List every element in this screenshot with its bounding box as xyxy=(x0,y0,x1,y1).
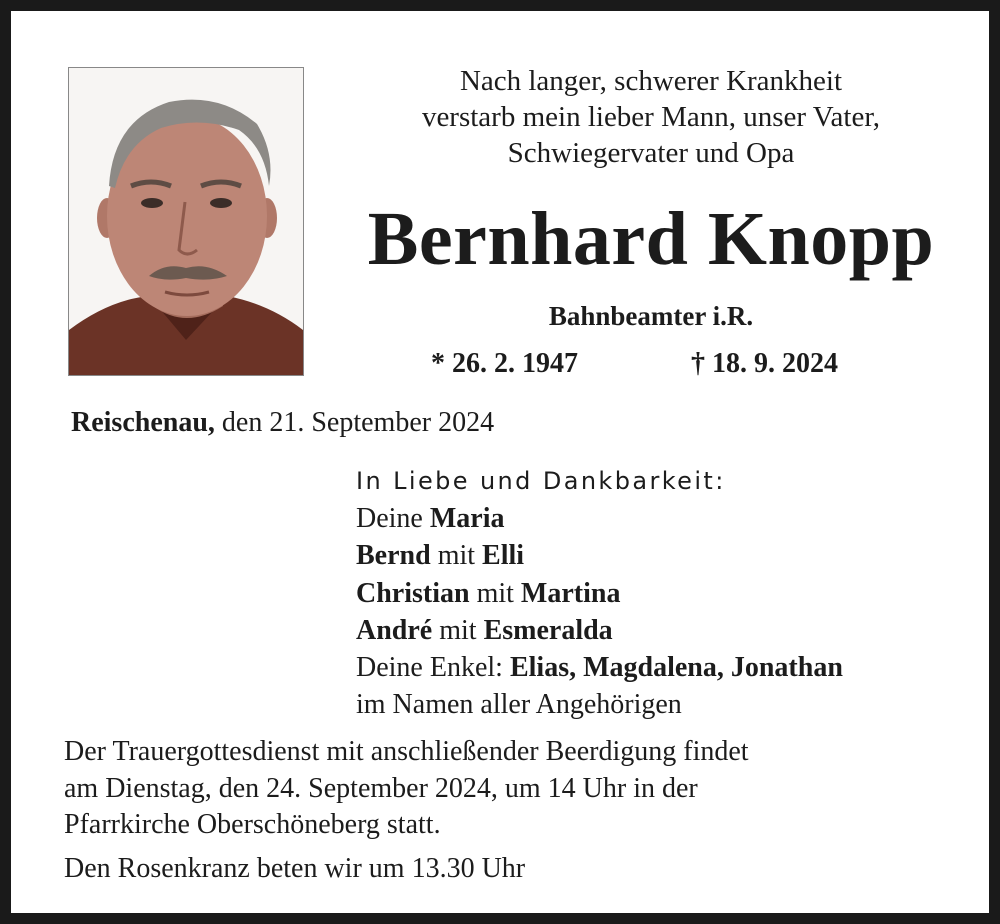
mourner-line-2 xyxy=(356,537,843,574)
mourner-line-4 xyxy=(356,612,843,649)
place-date-line xyxy=(71,405,494,441)
service-line-1: Der Trauergottesdienst mit anschließender Beerdigung findet xyxy=(64,736,749,767)
death-date: † 18. 9. 2024 xyxy=(691,348,838,379)
grandchildren-names: Elias, Magdalena, Jonathan xyxy=(509,652,843,684)
service-line-3: Pfarrkirche Oberschöneberg statt. xyxy=(64,809,441,840)
mourner-line-1 xyxy=(356,500,843,537)
birth-date: * 26. 2. 1947 xyxy=(431,348,578,379)
intro-line-1: Nach langer, schwerer Krankheit xyxy=(459,65,843,97)
mourner-name: André xyxy=(356,614,433,646)
intro-line-2: verstarb mein lieber Mann, unser Vater, xyxy=(421,101,881,133)
portrait-illustration xyxy=(69,68,303,375)
mourner-prefix: Deine xyxy=(356,503,430,535)
mourner-name: Christian xyxy=(356,577,470,609)
mourner-name: Elli xyxy=(482,540,525,572)
notice-date: den 21. September 2024 xyxy=(214,407,495,438)
place-name: Reischenau, xyxy=(71,407,215,438)
deceased-profession: Bahnbeamter i.R. xyxy=(548,301,754,331)
mourners-block xyxy=(356,463,843,723)
mourner-connector: mit xyxy=(469,577,521,609)
grandchildren-prefix: Deine Enkel: xyxy=(356,652,510,684)
mourner-line-3 xyxy=(356,575,843,612)
intro-text xyxy=(341,63,961,171)
mourner-name: Bernd xyxy=(356,540,431,572)
mourner-name: Maria xyxy=(429,503,505,535)
service-line-2: am Dienstag, den 24. September 2024, um 14 Uhr in der xyxy=(64,772,698,804)
mourner-connector: mit xyxy=(430,540,483,572)
mourners-heading: In Liebe und Dankbarkeit: xyxy=(356,467,726,495)
portrait-photo xyxy=(68,67,304,376)
rosary-text: Den Rosenkranz beten wir um 13.30 Uhr xyxy=(64,853,526,884)
deceased-name: Bernhard Knopp xyxy=(367,197,935,281)
mourner-connector: mit xyxy=(432,614,484,646)
funeral-service-text xyxy=(64,734,974,844)
mourner-name: Esmeralda xyxy=(483,614,613,646)
mourner-name: Martina xyxy=(520,577,621,609)
mourner-line-5 xyxy=(356,649,843,686)
intro-line-3: Schwiegervater und Opa xyxy=(507,137,795,169)
mourner-line-6: im Namen aller Angehörigen xyxy=(356,689,682,721)
